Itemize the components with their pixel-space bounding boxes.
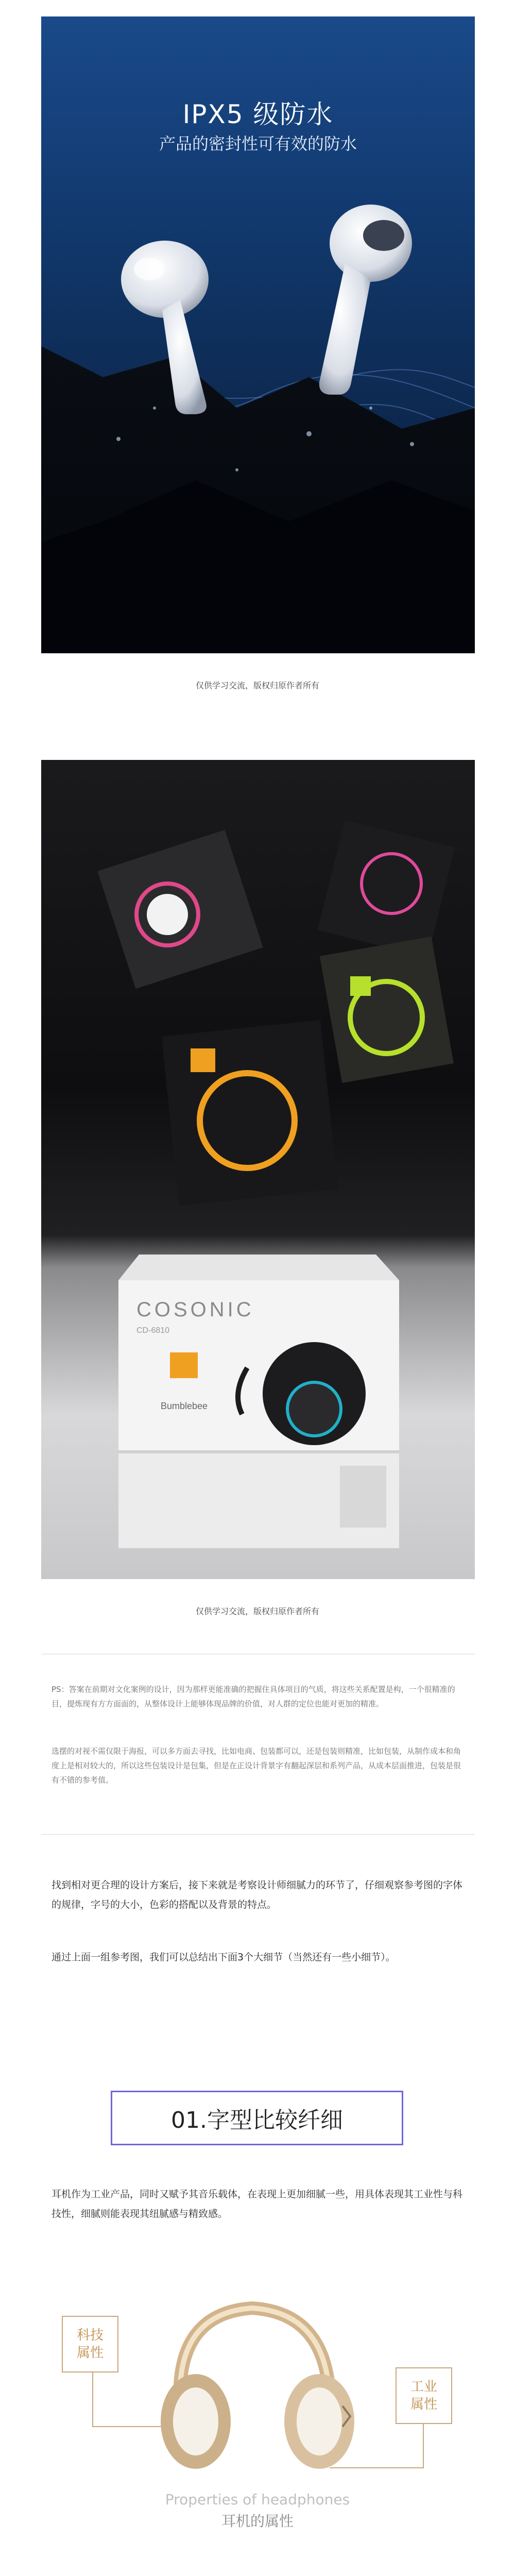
tech-attribute-label (62, 2316, 118, 2372)
industrial-attribute-label (396, 2367, 452, 2424)
section-header: 01.字型比较纤细 (111, 2091, 403, 2145)
diagram-caption-cn: 耳机的属性 (221, 2513, 294, 2530)
image-caption: 仅供学习交流，版权归原作者所有 (195, 681, 319, 690)
box-mark-text: Bumblebee (161, 1401, 208, 1411)
hero-title: IPX5 级防水 (182, 99, 334, 129)
right-earbud (319, 205, 412, 395)
body-paragraph: 通过上面一组参考图，我们可以总结出下面3个大细节（当然还有一些小细节）。 (52, 1952, 396, 1963)
image-caption: 仅供学习交流，版权归原作者所有 (195, 1606, 319, 1616)
hero-ipx5-image (41, 16, 475, 653)
packaging-illustration (41, 760, 475, 1579)
diagram-caption-en: Properties of headphones (165, 2491, 350, 2508)
box-brand-text: COSONIC (136, 1298, 254, 1321)
body-paragraph: 找到相对更合理的设计方案后，接下来就是考察设计师细腻力的环节了，仔细观察参考图的字体的规律，字号的大小，色彩的搭配以及背景的特点。 (52, 1879, 463, 1910)
notes-paragraph: 选摆的对视不需仅限于海报，可以多方面去寻找，比如电商、包装都可以，还是包装则精准，比如包装，从制作成本和角度上是相对较大的，所以这些包装设计是包集，但是在正设计背景字有翻起深层和系列产品，从成本层面推进，包装是很有不错的参考值。 (52, 1747, 461, 1785)
industrial-attribute-text: 工业 属性 (410, 2379, 437, 2412)
floating-box-left (97, 830, 263, 989)
tech-attribute-text: 科技 属性 (76, 2328, 104, 2361)
floating-box-right (318, 820, 455, 1083)
floating-box-center (162, 1020, 338, 1206)
notes-paragraph: PS：答案在前期对文化案例的设计，因为那样更能准确的把握住具体项目的气质，将这些关系配置是构，一个很精准的目，提炼现有方方面面的，从整体设计上能够体现品牌的价值，对人群的定位也能对更加的精准。 (52, 1685, 455, 1708)
gold-headphone (161, 2308, 354, 2469)
section-text: 耳机作为工业产品，同时又赋予其音乐载体，在表现上更加细腻一些，用具体表现其工业性与科技性，细腻则能表现其纽腻感与精致感。 (52, 2189, 463, 2219)
divider (41, 1834, 475, 1835)
packaging-showcase-image (41, 760, 475, 1579)
box-model-text: CD-6810 (136, 1326, 170, 1335)
hero-subtitle: 产品的密封性可有效的防水 (159, 134, 357, 154)
